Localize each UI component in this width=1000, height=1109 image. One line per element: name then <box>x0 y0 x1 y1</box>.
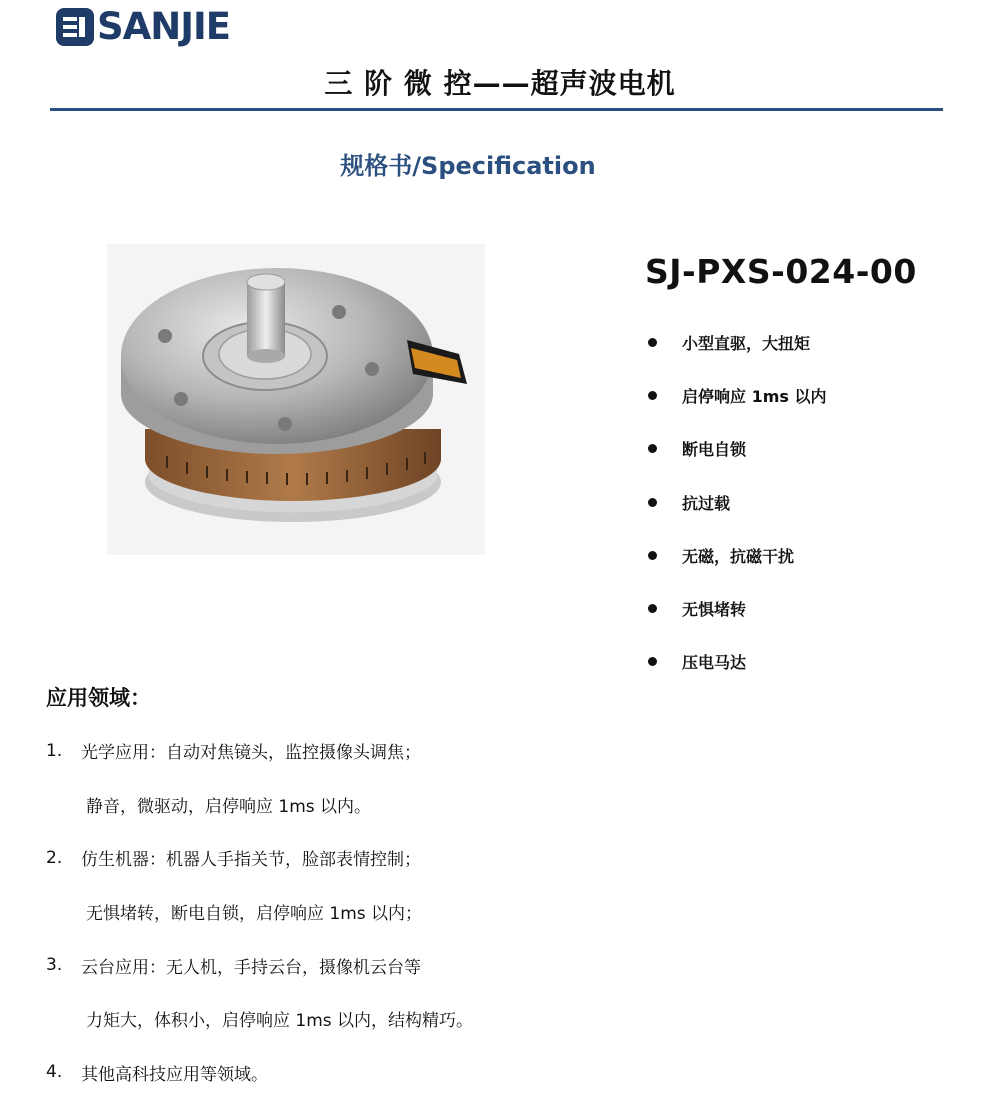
application-item <box>46 1046 473 1100</box>
bullet-icon <box>648 604 657 613</box>
applications-heading: 应用领域： <box>46 686 151 710</box>
logo-mark-icon <box>55 7 95 47</box>
list-number: 3. <box>46 955 63 976</box>
page-subtitle: 规格书/Specification <box>340 152 596 180</box>
list-number: 4. <box>46 1062 63 1083</box>
application-detail: 力矩大，体积小，启停响应 1ms 以内，结构精巧。 <box>86 1011 474 1032</box>
applications-list <box>46 724 473 1099</box>
feature-item: 无磁，抗磁干扰 <box>648 529 826 582</box>
feature-item: 断电自锁 <box>648 422 826 475</box>
list-number: 1. <box>46 740 63 761</box>
product-model: SJ-PXS-024-00 <box>645 252 917 291</box>
list-number: 2. <box>46 847 63 868</box>
bullet-icon <box>648 338 657 347</box>
application-item <box>46 938 473 992</box>
application-item <box>46 831 473 885</box>
bullet-icon <box>648 657 657 666</box>
feature-item: 启停响应 1ms 以内 <box>648 369 826 422</box>
application-detail: 静音，微驱动，启停响应 1ms 以内。 <box>86 796 372 817</box>
feature-list <box>648 316 826 688</box>
application-text: 光学应用：自动对焦镜头，监控摄像头调焦； <box>81 743 421 764</box>
bullet-icon <box>648 498 657 507</box>
bullet-icon <box>648 391 657 400</box>
brand-logo <box>55 7 230 47</box>
brand-name: SANJIE <box>97 5 231 48</box>
application-detail: 无惧堵转，断电自锁，启停响应 1ms 以内； <box>86 904 423 925</box>
bullet-icon <box>648 444 657 453</box>
title-divider <box>50 108 943 111</box>
feature-item: 小型直驱，大扭矩 <box>648 316 826 369</box>
bullet-icon <box>648 551 657 560</box>
application-text: 其他高科技应用等领域。 <box>81 1064 268 1085</box>
feature-item: 抗过载 <box>648 476 826 529</box>
feature-item: 无惧堵转 <box>648 582 826 635</box>
application-item <box>46 724 473 778</box>
feature-item: 压电马达 <box>648 635 826 688</box>
application-text: 仿生机器：机器人手指关节，脸部表情控制； <box>81 850 421 871</box>
application-text: 云台应用：无人机，手持云台，摄像机云台等 <box>81 957 421 978</box>
page-title: 三 阶 微 控——超声波电机 <box>324 67 676 100</box>
motor-product-photo <box>107 244 485 555</box>
